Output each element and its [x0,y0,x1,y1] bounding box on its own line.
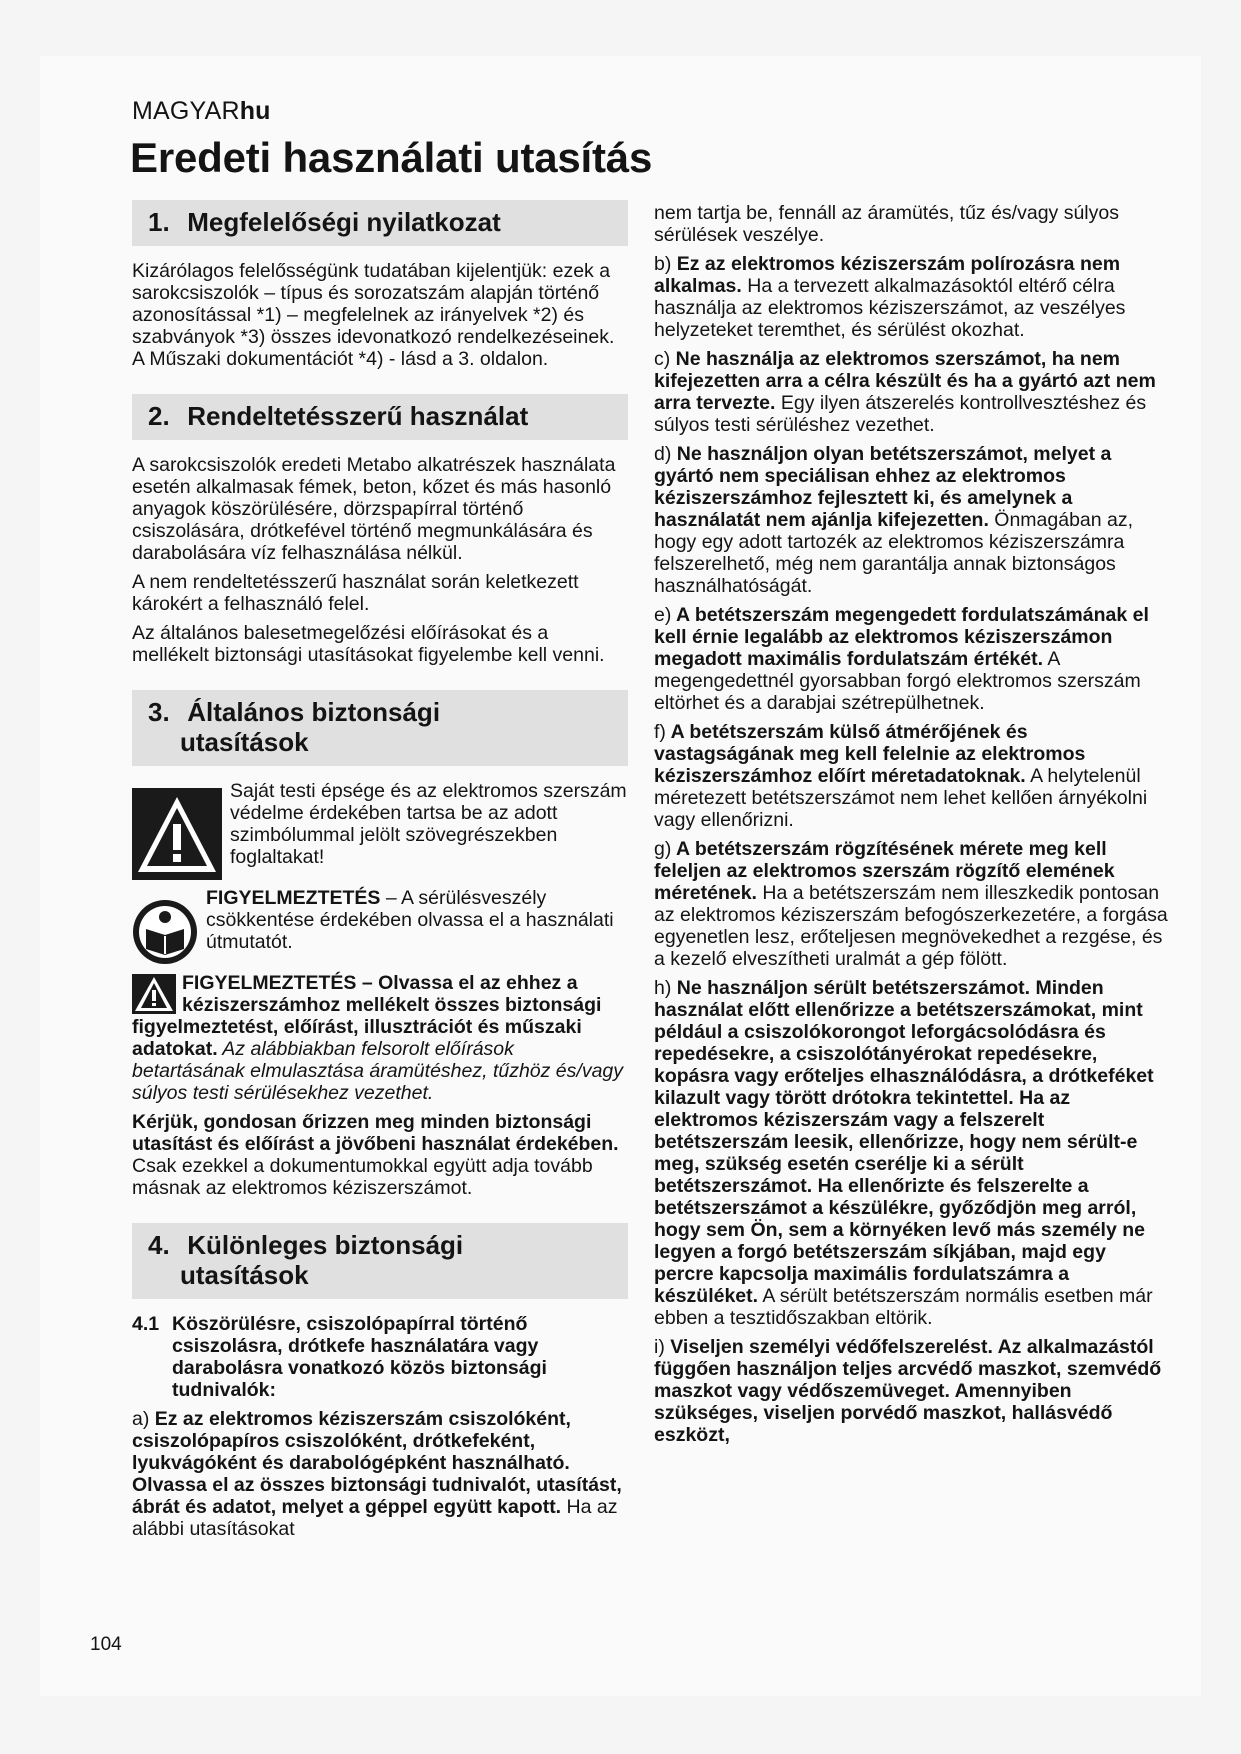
general-warning-text: FIGYELMEZTETÉS – Olvassa el az ehhez a kéziszerszámhoz mellékelt összes biztonsági figyelmeztetést, előírást, illusztrációt és műszaki adatokat. Az alábbiakban felsorolt előírások betartásának elmulasztása áramütéshez, tűzhöz és/vagy súlyos testi sérülésekhez vezethet. [132,972,624,1104]
item-c: c) Ne használja az elektromos szerszámot, ha nem kifejezetten arra a célra készült és ha a gyártó azt nem arra tervezte. Egy ilyen átszerelés kontrollvesztéshez és súlyos testi sérüléshez vezethet. [654,348,1156,436]
item-e: e) A betétszerszám megengedett fordulatszámának el kell érnie legalább az elektromos kéziszerszámon megadott maximális fordulatszám értékét. A megengedettnél gyorsabban forgó elektromos szerszám eltörhet és a darabjai szétrepülhetnek. [654,604,1149,714]
item-f: f) A betétszerszám külső átmérőjének és vastagságának meg kell felelnie az elektromos kéziszerszámhoz előírt méretadatoknak. A helytelenül méretezett betétszerszámot nem lehet kellően árnyékolni vagy ellenőrizni. [654,721,1148,831]
warning-triangle-icon [132,788,222,880]
read-manual-block [132,887,628,965]
language-label: MAGYARhu [132,97,271,125]
section-2-p1: A sarokcsiszolók eredeti Metabo alkatrészek használata esetén alkalmasak fémek, beton, kőzet és más hasonló anyagok köszörülésére, dörzspapírral történő csiszolására, drótkefével történő megmunkálására és darabolására víz felhasználása nélkül. [132,454,616,564]
item-d: d) Ne használjon olyan betétszerszámot, melyet a gyártó nem speciálisan ehhez az elektromos kéziszerszámhoz fejlesztett ki, és amelynek a használatát nem ajánlja kifejezetten. Önmagában az, hogy egy adott tartozék az elektromos kéziszerszámra felszerelhető, még nem garantálja annak biztonságos használhatóságát. [654,443,1134,597]
read-manual-icon [132,899,198,965]
left-column [132,200,628,1540]
general-warning-block [132,972,628,1104]
item-b: b) Ez az elektromos kéziszerszám polírozásra nem alkalmas. Ha a tervezett alkalmazásoktól eltérő célra használja az elektromos kéziszerszámot, az veszélyes helyzeteket teremthet, és sérülést okozhat. [654,253,1126,341]
item-i: i) Viseljen személyi védőfelszerelést. Az alkalmazástól függően használjon teljes arcvédő maszkot, szemvédő maszkot vagy védőszemüveget. Amennyiben szükséges, viseljen porvédő maszkot, hallásvédő eszközt, [654,1336,1162,1446]
section-heading-2: 2. Rendeltetésszerű használat [132,394,628,440]
right-column [654,202,1168,1446]
item-a-continued: nem tartja be, fennáll az áramütés, tűz és/vagy súlyos sérülések veszélye. [654,202,1119,246]
item-h: h) Ne használjon sérült betétszerszámot. Minden használat előtt ellenőrizze a betétszerszámokat, mint például a csiszolókorongot leforgácsolódásra és repedésekre, a csiszolótányérokat repedésekre, kopásra vagy erőteljes elhasználódásra, a drótkeféket kilazult vagy törött drótokra tekintettel. Ha az elektromos kéziszerszám vagy a felszerelt betétszerszám leesik, ellenőrizze, hogy nem sérült-e meg, szükség esetén cserélje ki a sérült betétszerszámot. Ha ellenőrizte és felszerelte a betétszerszámot a készülékre, győződjön meg arról, hogy sem Ön, sem a környéken levő más személy ne legyen a forgó betétszerszám síkjában, majd egy percre kapcsolja maximális fordulatszámra a készüléket. A sérült betétszerszám normális esetben már ebben a tesztidőszakban eltörik. [654,977,1154,1329]
section-heading-1: 1. Megfelelőségi nyilatkozat [132,200,628,246]
section-2-p3: Az általános balesetmegelőzési előírásokat és a mellékelt biztonsági utasításokat figyelembe kell venni. [132,622,605,666]
subsection-heading-4-1: 4.1 Köszörülésre, csiszolópapírral történő csiszolásra, drótkefe használatára vagy darabolásra vonatkozó közös biztonsági tudnivalók: [132,1313,547,1401]
page-number: 104 [90,1634,122,1655]
item-g: g) A betétszerszám rögzítésének mérete meg kell feleljen az elektromos szerszám rögzítő elemének méretének. Ha a betétszerszám nem illeszkedik pontosan az elektromos kéziszerszám befogószerkezetére, a forgása egyenetlen lesz, erőteljesen megnövekedhet a rezgése, és a kezelő elveszítheti uralmát a gép fölött. [654,838,1168,970]
warning-symbol-text: Saját testi épsége és az elektromos szerszám védelme érdekében tartsa be az adott szimbólummal jelölt szövegrészekben foglaltakat! [230,780,627,868]
warning-symbol-block [132,780,628,880]
item-a: a) Ez az elektromos kéziszerszám csiszolóként, csiszolópapíros csiszolóként, drótkefeként, lyukvágóként és darabológépként használható. Olvassa el az összes biztonsági tudnivalót, utasítást, ábrát és adatot, melyet a géppel együtt kapott. Ha az alábbi utasításokat [132,1408,622,1540]
section-heading-3: 3. Általános biztonsági utasítások [132,690,628,766]
warning-small-icon [132,974,176,1014]
read-manual-text: FIGYELMEZTETÉS – A sérülésveszély csökkentése érdekében olvassa el a használati útmutatót. [206,887,614,953]
section-heading-4: 4. Különleges biztonsági utasítások [132,1223,628,1299]
page-title: Eredeti használati utasítás [130,134,653,181]
section-2-p2: A nem rendeltetésszerű használat során keletkezett károkért a felhasználó felel. [132,571,579,615]
section-1-body: Kizárólagos felelősségünk tudatában kijelentjük: ezek a sarokcsiszolók – típus és sorozatszám alapján történő azonosítással *1) – megfelelnek az irányelvek *2) és szabványok *3) összes idevonatkozó rendelkezéseinek. A Műszaki dokumentációt *4) - lásd a 3. oldalon. [132,260,615,370]
keep-instructions-text: Kérjük, gondosan őrizzen meg minden biztonsági utasítást és előírást a jövőbeni használat érdekében. Csak ezekkel a dokumentumokkal együtt adja tovább másnak az elektromos kéziszerszámot. [132,1111,619,1199]
